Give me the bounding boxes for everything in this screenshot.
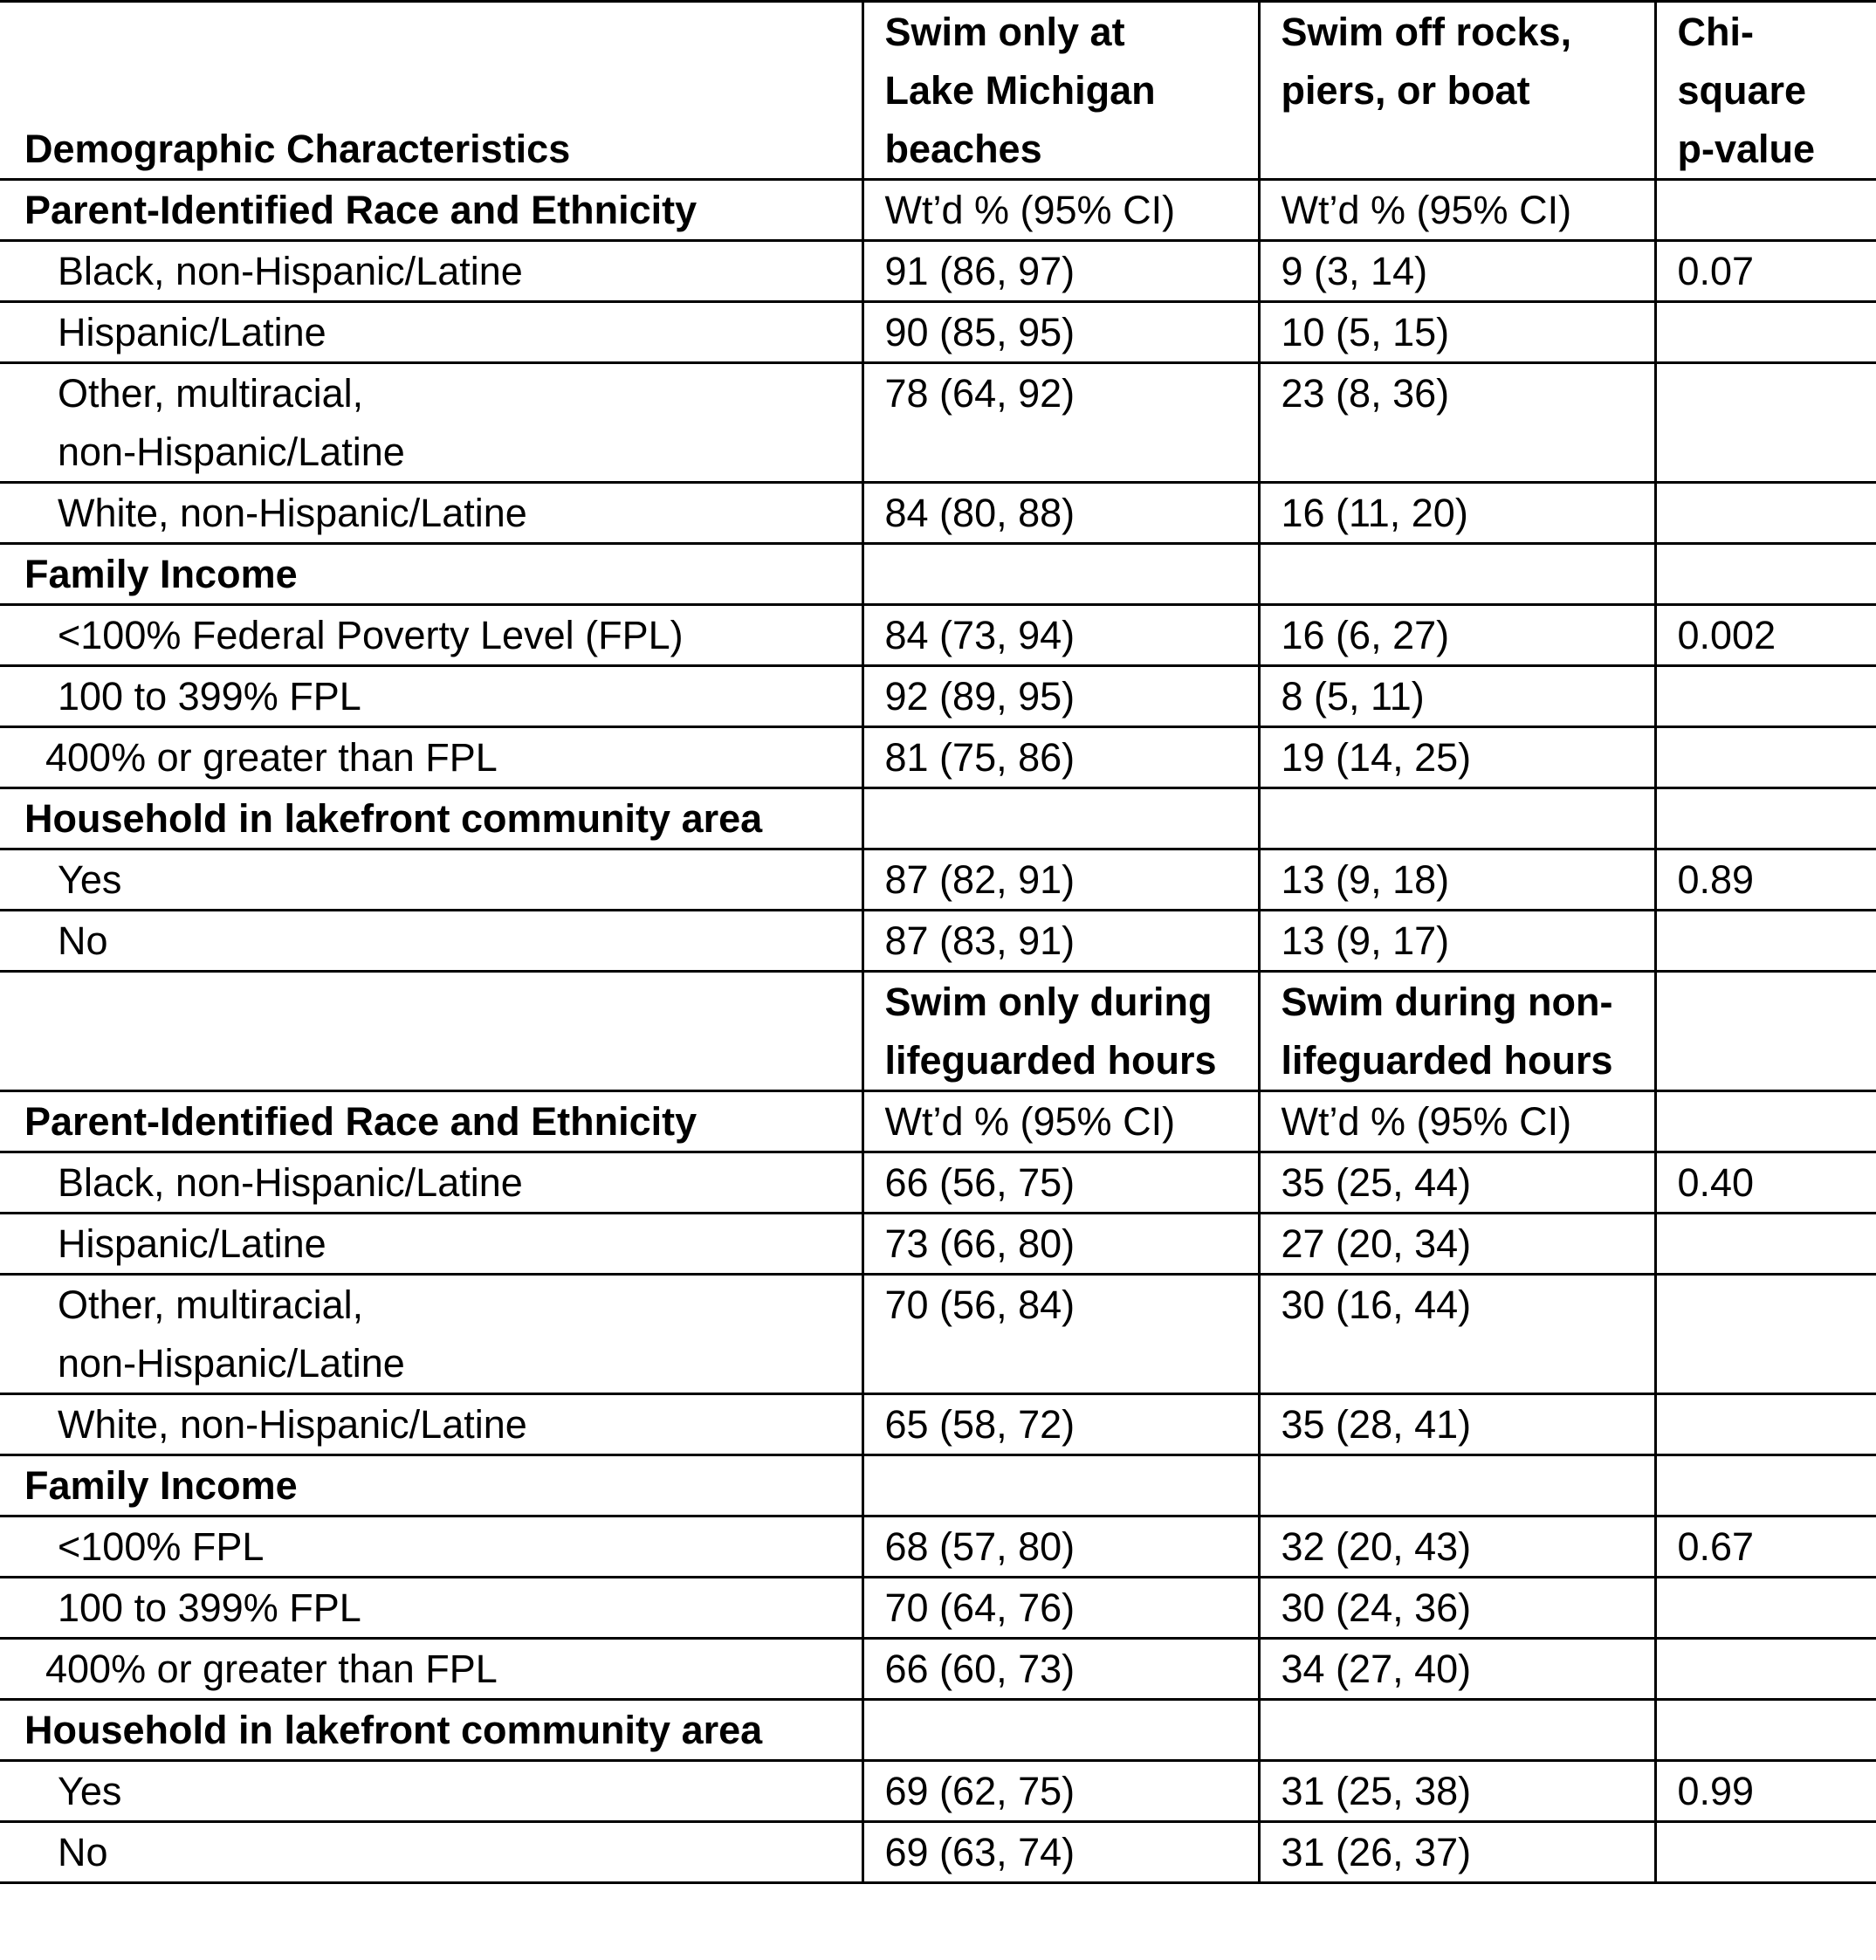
subheader-swim-lifeguarded: Swim only during lifeguarded hours — [862, 972, 1259, 1091]
row-label: Yes — [0, 849, 862, 911]
cell-value: 30 (24, 36) — [1259, 1578, 1655, 1639]
cell-value: 81 (75, 86) — [862, 727, 1259, 788]
row-label: Other, multiracial, non-Hispanic/Latine — [0, 363, 862, 483]
row-label: Hispanic/Latine — [0, 302, 862, 363]
cell-p-value — [1655, 1275, 1876, 1394]
unit-label: Wt’d % (95% CI) — [862, 1091, 1259, 1152]
row-label: No — [0, 911, 862, 972]
row-label: Black, non-Hispanic/Latine — [0, 1152, 862, 1214]
row-label: Yes — [0, 1761, 862, 1822]
cell-value: 16 (6, 27) — [1259, 605, 1655, 666]
cell-value: 91 (86, 97) — [862, 241, 1259, 302]
section-label: Family Income — [0, 544, 862, 605]
row-label: 100 to 399% FPL — [0, 1578, 862, 1639]
cell-value: 34 (27, 40) — [1259, 1639, 1655, 1700]
section-row — [0, 1091, 1876, 1152]
row-label: <100% FPL — [0, 1516, 862, 1578]
section-label: Parent-Identified Race and Ethnicity — [0, 180, 862, 241]
cell-p-value: 0.99 — [1655, 1761, 1876, 1822]
table-row — [0, 1214, 1876, 1275]
cell-p-value — [1655, 727, 1876, 788]
table-row — [0, 1275, 1876, 1394]
row-label: 100 to 399% FPL — [0, 666, 862, 727]
cell-value: 68 (57, 80) — [862, 1516, 1259, 1578]
subheader-swim-non-lifeguarded: Swim during non- lifeguarded hours — [1259, 972, 1655, 1091]
table-row — [0, 911, 1876, 972]
cell-p-value: 0.89 — [1655, 849, 1876, 911]
cell-value: 70 (64, 76) — [862, 1578, 1259, 1639]
cell-p-value: 0.07 — [1655, 241, 1876, 302]
cell-p-value: 0.40 — [1655, 1152, 1876, 1214]
header-swim-only-beaches: Swim only at Lake Michigan beaches — [862, 2, 1259, 180]
row-label: 400% or greater than FPL — [0, 727, 862, 788]
table-header-row — [0, 2, 1876, 180]
section-row — [0, 180, 1876, 241]
header-chi-square-p-value: Chi- square p-value — [1655, 2, 1876, 180]
cell-p-value — [1655, 1394, 1876, 1455]
cell-p-value: 0.67 — [1655, 1516, 1876, 1578]
cell-p-value — [1655, 363, 1876, 483]
cell-value: 16 (11, 20) — [1259, 483, 1655, 544]
cell-value: 30 (16, 44) — [1259, 1275, 1655, 1394]
cell-value: 69 (63, 74) — [862, 1822, 1259, 1883]
cell-p-value — [1655, 483, 1876, 544]
table-row — [0, 1152, 1876, 1214]
cell-value: 23 (8, 36) — [1259, 363, 1655, 483]
cell-value: 87 (82, 91) — [862, 849, 1259, 911]
row-label: No — [0, 1822, 862, 1883]
table-row — [0, 1578, 1876, 1639]
cell-value: 69 (62, 75) — [862, 1761, 1259, 1822]
cell-value: 73 (66, 80) — [862, 1214, 1259, 1275]
section-label: Household in lakefront community area — [0, 1700, 862, 1761]
cell-p-value — [1655, 1578, 1876, 1639]
section-label: Family Income — [0, 1455, 862, 1516]
row-label: White, non-Hispanic/Latine — [0, 1394, 862, 1455]
table-row — [0, 483, 1876, 544]
table-row — [0, 1639, 1876, 1700]
table-row — [0, 1516, 1876, 1578]
table-row — [0, 1394, 1876, 1455]
section-label: Household in lakefront community area — [0, 788, 862, 849]
cell-value: 66 (60, 73) — [862, 1639, 1259, 1700]
cell-p-value — [1655, 302, 1876, 363]
cell-p-value — [1655, 1214, 1876, 1275]
cell-value: 84 (80, 88) — [862, 483, 1259, 544]
cell-value: 19 (14, 25) — [1259, 727, 1655, 788]
cell-value: 13 (9, 17) — [1259, 911, 1655, 972]
cell-value: 90 (85, 95) — [862, 302, 1259, 363]
unit-label: Wt’d % (95% CI) — [862, 180, 1259, 241]
cell-value: 27 (20, 34) — [1259, 1214, 1655, 1275]
row-label: White, non-Hispanic/Latine — [0, 483, 862, 544]
cell-value: 78 (64, 92) — [862, 363, 1259, 483]
table-row — [0, 1761, 1876, 1822]
unit-label: Wt’d % (95% CI) — [1259, 180, 1655, 241]
cell-value: 31 (26, 37) — [1259, 1822, 1655, 1883]
table-row — [0, 849, 1876, 911]
cell-p-value — [1655, 666, 1876, 727]
cell-value: 13 (9, 18) — [1259, 849, 1655, 911]
cell-value: 10 (5, 15) — [1259, 302, 1655, 363]
cell-value: 92 (89, 95) — [862, 666, 1259, 727]
cell-p-value — [1655, 1639, 1876, 1700]
cell-value: 65 (58, 72) — [862, 1394, 1259, 1455]
cell-value: 32 (20, 43) — [1259, 1516, 1655, 1578]
table-subheader-row — [0, 972, 1876, 1091]
unit-label: Wt’d % (95% CI) — [1259, 1091, 1655, 1152]
section-row — [0, 544, 1876, 605]
row-label: <100% Federal Poverty Level (FPL) — [0, 605, 862, 666]
cell-value: 66 (56, 75) — [862, 1152, 1259, 1214]
cell-value: 8 (5, 11) — [1259, 666, 1655, 727]
table-row — [0, 363, 1876, 483]
section-label: Parent-Identified Race and Ethnicity — [0, 1091, 862, 1152]
table-row — [0, 605, 1876, 666]
row-label: Black, non-Hispanic/Latine — [0, 241, 862, 302]
row-label: Other, multiracial, non-Hispanic/Latine — [0, 1275, 862, 1394]
cell-value: 70 (56, 84) — [862, 1275, 1259, 1394]
cell-p-value — [1655, 911, 1876, 972]
cell-value: 9 (3, 14) — [1259, 241, 1655, 302]
cell-value: 35 (28, 41) — [1259, 1394, 1655, 1455]
row-label: Hispanic/Latine — [0, 1214, 862, 1275]
cell-value: 87 (83, 91) — [862, 911, 1259, 972]
table-row — [0, 241, 1876, 302]
cell-value: 31 (25, 38) — [1259, 1761, 1655, 1822]
table-row — [0, 666, 1876, 727]
cell-p-value — [1655, 1822, 1876, 1883]
header-demographic-characteristics: Demographic Characteristics — [0, 2, 862, 180]
cell-value: 84 (73, 94) — [862, 605, 1259, 666]
table-row — [0, 727, 1876, 788]
cell-value: 35 (25, 44) — [1259, 1152, 1655, 1214]
section-row — [0, 1455, 1876, 1516]
section-row — [0, 1700, 1876, 1761]
table-row — [0, 302, 1876, 363]
cell-p-value: 0.002 — [1655, 605, 1876, 666]
table-row — [0, 1822, 1876, 1883]
row-label: 400% or greater than FPL — [0, 1639, 862, 1700]
header-swim-off-rocks: Swim off rocks, piers, or boat — [1259, 2, 1655, 180]
section-row — [0, 788, 1876, 849]
